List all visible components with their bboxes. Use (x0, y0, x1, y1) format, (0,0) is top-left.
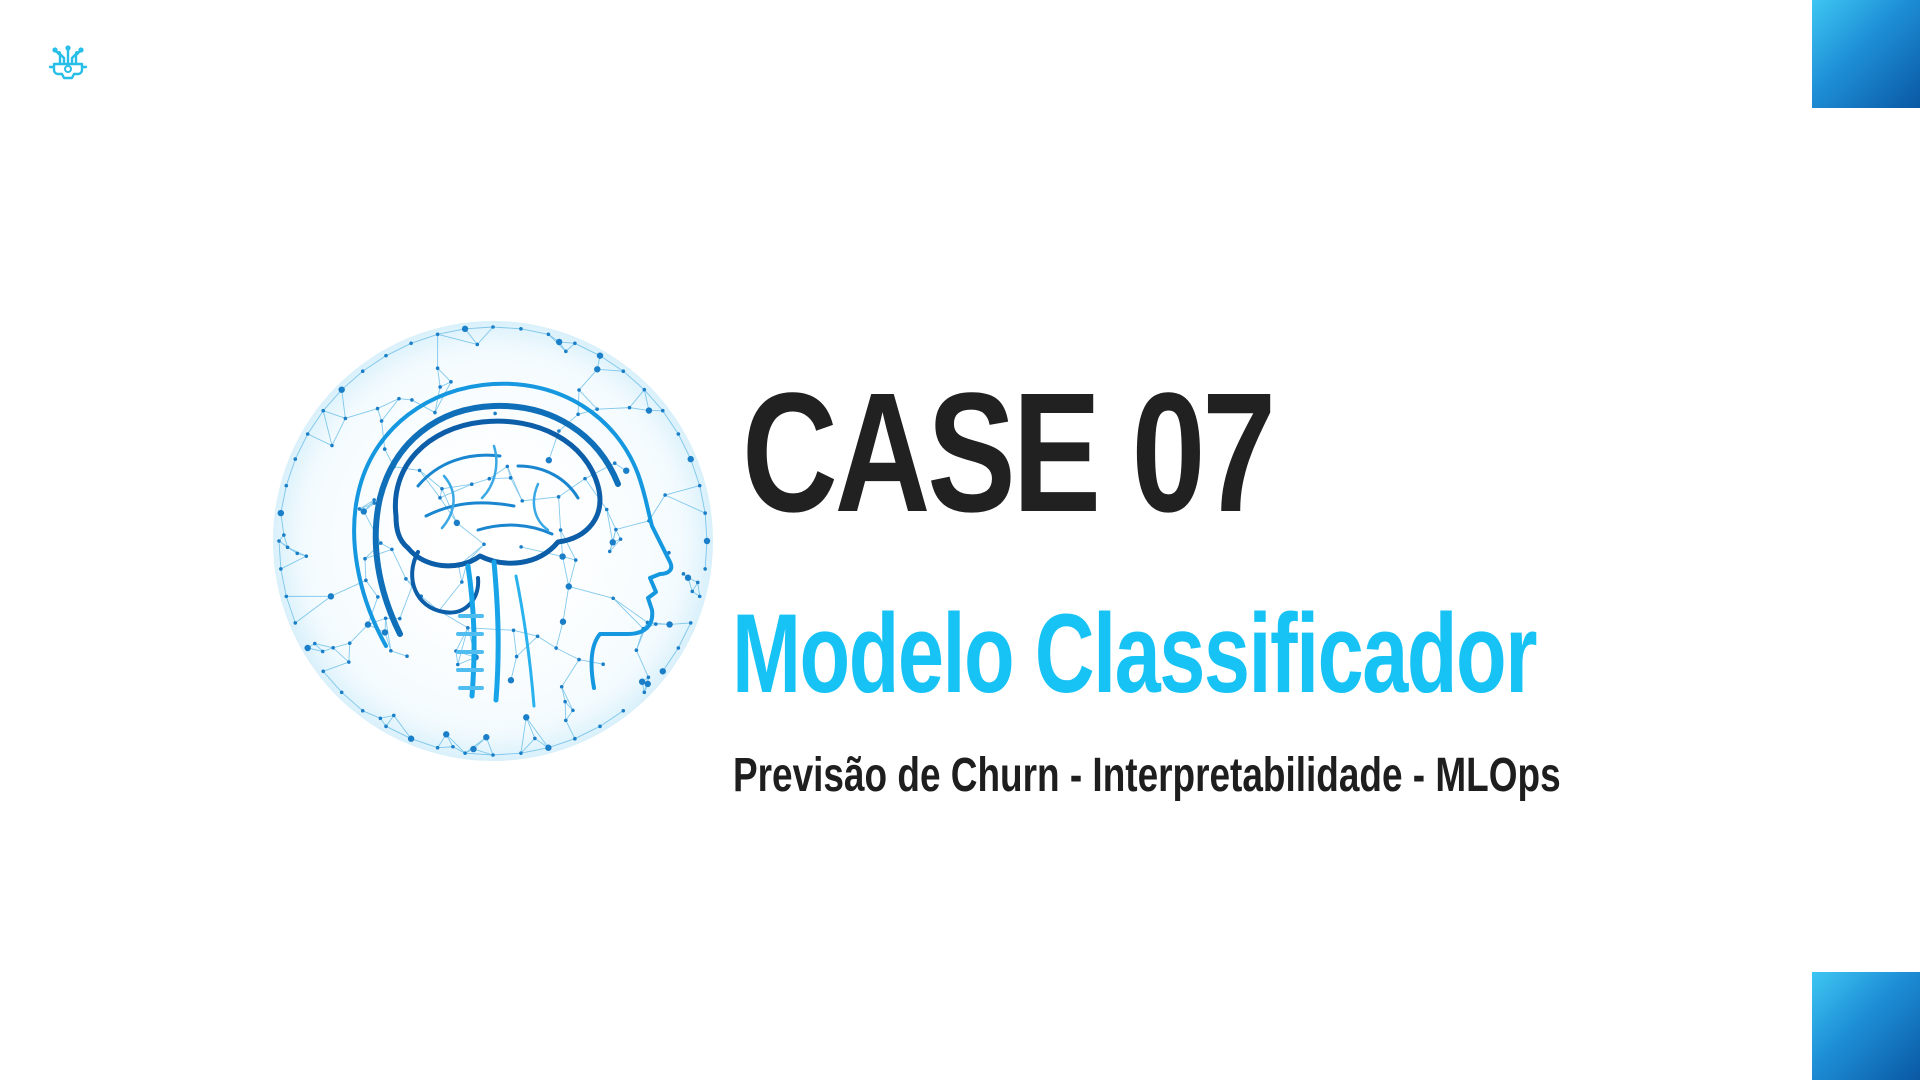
neural-network-head-illustration (268, 316, 718, 766)
slide-heading: Modelo Classificador (732, 591, 1536, 716)
slide-subtitle: Previsão de Churn - Interpretabilidade - MLOps (733, 749, 1561, 802)
network-node (389, 649, 393, 653)
network-node (519, 751, 523, 755)
network-node (376, 595, 380, 599)
network-node (515, 655, 519, 659)
network-node (364, 579, 368, 583)
network-node (321, 409, 325, 413)
brain-circuit-gear-icon (46, 40, 90, 80)
network-node (546, 457, 552, 463)
network-node (372, 498, 376, 502)
network-node (304, 645, 310, 651)
network-node (677, 646, 681, 650)
network-node (512, 628, 516, 632)
network-node (321, 650, 325, 654)
network-node (610, 539, 616, 545)
network-node (390, 548, 394, 552)
network-node (563, 700, 567, 704)
network-node (611, 596, 615, 600)
network-node (449, 380, 453, 384)
network-node (621, 369, 625, 373)
network-node (506, 465, 510, 469)
network-node (613, 461, 617, 465)
network-node (703, 567, 707, 571)
network-node (574, 558, 578, 562)
network-node (358, 507, 362, 511)
network-node (573, 341, 577, 345)
network-node (564, 350, 568, 354)
network-node (313, 642, 317, 646)
network-node (573, 737, 577, 741)
network-node (704, 538, 710, 544)
network-node (338, 386, 344, 392)
network-node (286, 546, 290, 550)
network-node (601, 662, 605, 666)
network-node (348, 641, 352, 645)
network-node (295, 552, 299, 556)
network-node (284, 595, 288, 599)
corner-accent-bottom (1812, 972, 1920, 1080)
network-node (594, 366, 600, 372)
network-node (380, 419, 384, 423)
network-node (559, 528, 563, 532)
network-node (559, 553, 565, 559)
network-node (470, 746, 476, 752)
network-node (460, 580, 464, 584)
network-node (696, 581, 700, 585)
network-node (685, 575, 691, 581)
network-node (682, 572, 686, 576)
network-node (384, 354, 388, 358)
network-node (523, 714, 529, 720)
network-node (635, 648, 639, 652)
network-node (619, 537, 623, 541)
network-node (383, 447, 387, 451)
network-node (556, 339, 562, 345)
network-node (282, 533, 286, 537)
network-node (376, 407, 380, 411)
network-node (466, 626, 470, 630)
network-node (583, 477, 587, 481)
network-node (384, 725, 388, 729)
network-node (331, 646, 335, 650)
network-node (614, 528, 618, 532)
network-node (597, 352, 603, 358)
network-node (608, 550, 612, 554)
network-node (436, 746, 440, 750)
network-node (689, 621, 693, 625)
network-node (621, 709, 625, 713)
network-node (493, 412, 497, 416)
network-node (436, 366, 440, 370)
network-node (321, 669, 325, 673)
network-node (639, 679, 645, 685)
network-node (278, 510, 284, 516)
network-node (595, 407, 599, 411)
network-node (560, 619, 566, 625)
network-node (509, 476, 513, 480)
network-node (361, 369, 365, 373)
network-node (661, 409, 665, 413)
network-node (436, 332, 440, 336)
network-node (454, 520, 460, 526)
network-node (487, 477, 491, 481)
network-node (646, 407, 652, 413)
network-node (557, 429, 561, 433)
network-node (605, 508, 609, 512)
network-node (698, 595, 702, 599)
network-node (462, 326, 468, 332)
network-node (554, 646, 558, 650)
network-node (344, 417, 348, 421)
network-node (408, 736, 414, 742)
network-node (470, 482, 474, 486)
network-node (566, 583, 572, 589)
slide-title: CASE 07 (742, 358, 1273, 548)
network-node (647, 676, 651, 680)
network-node (519, 327, 523, 331)
network-node (533, 737, 537, 741)
network-node (463, 751, 467, 755)
network-node (643, 388, 647, 392)
network-node (456, 663, 460, 667)
network-node (277, 539, 281, 543)
network-node (409, 341, 413, 345)
network-node (404, 577, 408, 581)
network-node (698, 484, 702, 488)
network-node (418, 469, 422, 473)
network-node (491, 753, 495, 757)
network-node (438, 496, 442, 500)
network-node (703, 511, 707, 515)
network-node (405, 654, 409, 658)
network-node (691, 590, 695, 594)
network-node (688, 456, 694, 462)
network-node (451, 745, 455, 749)
network-node (560, 685, 564, 689)
network-node (340, 691, 344, 695)
network-node (475, 343, 479, 347)
network-node (645, 681, 651, 687)
network-node (398, 617, 402, 621)
network-node (379, 717, 383, 721)
network-node (666, 621, 672, 627)
network-node (520, 499, 524, 503)
network-node (410, 398, 414, 402)
network-node (491, 325, 495, 329)
network-node (519, 545, 523, 549)
network-node (384, 616, 388, 620)
network-node (438, 385, 442, 389)
network-node (293, 457, 297, 461)
network-node (545, 745, 551, 751)
network-node (598, 725, 602, 729)
network-node (628, 406, 632, 410)
network-node (440, 487, 444, 491)
network-node (433, 411, 437, 415)
network-node (508, 677, 514, 683)
network-node (547, 332, 551, 336)
network-node (654, 622, 658, 626)
network-node (623, 467, 629, 473)
network-node (306, 432, 310, 436)
network-node (663, 493, 667, 497)
network-node (557, 495, 561, 499)
network-node (361, 508, 367, 514)
network-node (443, 731, 449, 737)
network-node (392, 714, 396, 718)
network-node (397, 397, 401, 401)
network-node (363, 557, 367, 561)
network-node (284, 484, 288, 488)
network-node (279, 567, 283, 571)
network-node (536, 634, 540, 638)
network-node (361, 709, 365, 713)
network-node (373, 501, 377, 505)
network-node (660, 668, 666, 674)
network-node (577, 388, 581, 392)
network-node (643, 691, 647, 695)
network-node (293, 621, 297, 625)
network-node (577, 658, 581, 662)
network-node (382, 629, 388, 635)
network-node (483, 734, 489, 740)
network-node (328, 593, 334, 599)
network-node (347, 660, 351, 664)
network-node (576, 412, 580, 416)
network-node (304, 554, 308, 558)
network-node (330, 444, 334, 448)
network-node (571, 709, 575, 713)
network-node (482, 543, 486, 547)
network-node (365, 621, 371, 627)
network-node (564, 719, 568, 723)
corner-accent-top (1812, 0, 1920, 108)
network-node (379, 541, 383, 545)
network-node (677, 432, 681, 436)
